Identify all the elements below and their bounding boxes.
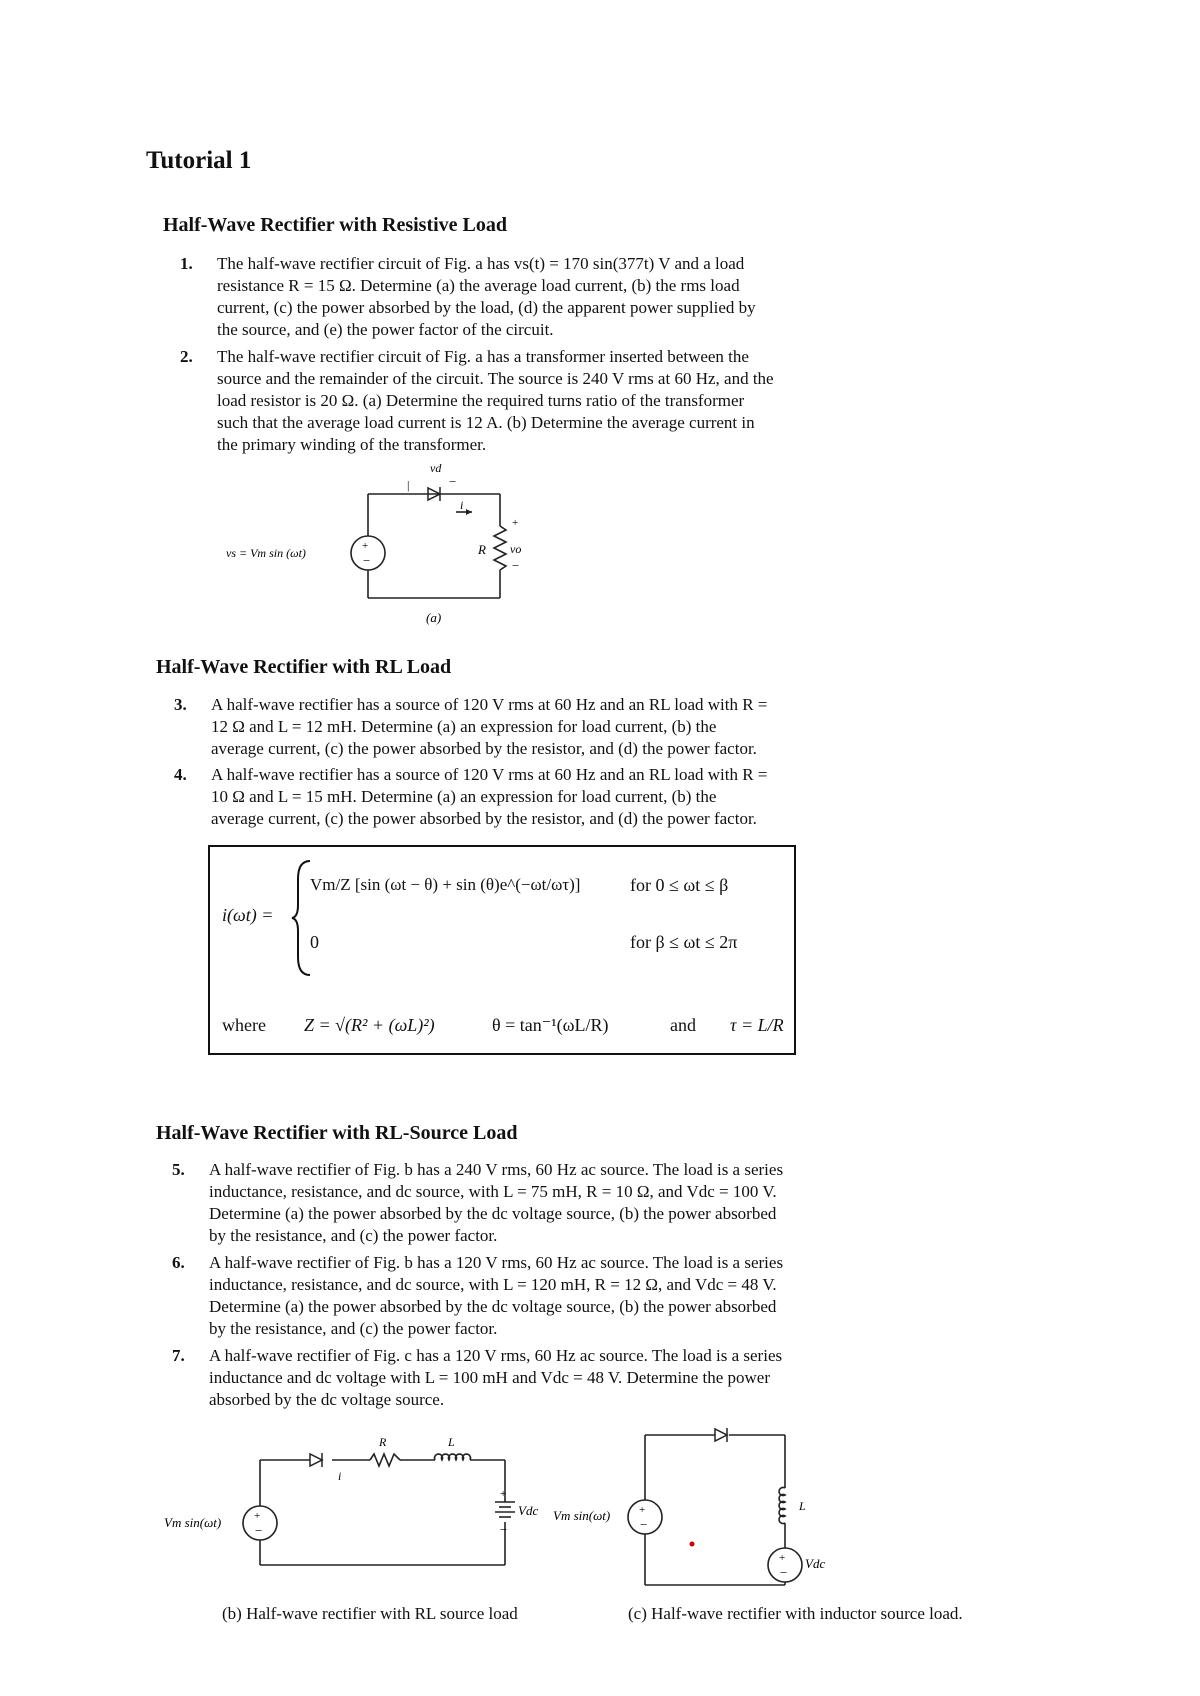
figure-b-caption: (b) Half-wave rectifier with RL source load	[222, 1604, 518, 1623]
problem-2	[180, 346, 780, 458]
problem-4	[174, 764, 774, 830]
problem-text: A half-wave rectifier of Fig. b has a 120 V rms, 60 Hz ac source. The load is a series inductance, resistance, and dc source, with L = 120 mH, R = 12 Ω, and Vdc = 48 V. Determine (a) the power absorbed by the dc voltage source, (b) the power absorbed by the resistance, and (c) the power factor.	[209, 1253, 784, 1338]
svg-text:+: +	[512, 517, 519, 529]
figure-a-caption: (a)	[426, 610, 442, 625]
formula-and: and	[670, 1015, 696, 1035]
source-label: Vm sin(ωt)	[164, 1515, 222, 1530]
i-label: i	[338, 1469, 342, 1483]
figure-a-circuit	[220, 458, 550, 628]
l-label: L	[448, 1435, 455, 1449]
current-label: i	[460, 498, 464, 512]
l-label: L	[799, 1499, 806, 1513]
formula-theta-definition: θ = tan⁻¹(ωL/R)	[492, 1015, 609, 1035]
problem-number: 7.	[172, 1346, 185, 1365]
resistor-label: R	[478, 542, 486, 557]
formula-where: where	[222, 1015, 266, 1035]
formula-case2-condition: for β ≤ ωt ≤ 2π	[630, 932, 738, 952]
problem-text: A half-wave rectifier has a source of 120 V rms at 60 Hz and an RL load with R = 12 Ω and L = 12 mH. Determine (a) an expression for load current, (b) the average current, (c) the power absorbed by the resistor, and (d) the power factor.	[211, 695, 768, 758]
svg-text:−: −	[255, 1523, 263, 1538]
source-label: Vm sin(ωt)	[553, 1508, 611, 1523]
source-label: vs = Vm sin (ωt)	[226, 546, 306, 560]
problem-6	[172, 1252, 782, 1340]
diode-icon	[715, 1428, 727, 1442]
problem-number: 6.	[172, 1253, 185, 1272]
figure-c-caption: (c) Half-wave rectifier with inductor source load.	[628, 1604, 963, 1623]
problem-text: The half-wave rectifier circuit of Fig. a has vs(t) = 170 sin(377t) V and a load resistance R = 15 Ω. Determine (a) the average load current, (b) the rms load current, (c) the power absorbed by the load, (d) the apparent power supplied by the source, and (e) the power factor of the circuit.	[217, 254, 756, 339]
problem-text: A half-wave rectifier has a source of 120 V rms at 60 Hz and an RL load with R = 10 Ω and L = 15 mH. Determine (a) an expression for load current, (b) the average current, (c) the power absorbed by the resistor, and (d) the power factor.	[211, 765, 768, 828]
vdc-label: Vdc	[805, 1556, 826, 1571]
section-heading-resistive: Half-Wave Rectifier with Resistive Load	[163, 214, 508, 236]
svg-text:+: +	[779, 1552, 786, 1564]
page-title: Tutorial 1	[146, 147, 252, 174]
svg-text:+: +	[254, 1510, 261, 1522]
formula-z-definition: Z = √(R² + (ωL)²)	[304, 1015, 435, 1035]
marker-dot	[690, 1542, 695, 1547]
formula-case1: Vm/Z [sin (ωt − θ) + sin (θ)e^(−ωt/ωτ)]	[310, 875, 581, 894]
svg-text:+: +	[639, 1504, 646, 1516]
vdc-label: Vdc	[518, 1503, 539, 1518]
section-heading-rl: Half-Wave Rectifier with RL Load	[156, 656, 452, 678]
svg-text:−: −	[363, 553, 371, 568]
problem-1	[180, 253, 780, 343]
svg-text:−: −	[500, 1522, 508, 1537]
diode-icon	[310, 1453, 322, 1467]
formula-case2: 0	[310, 932, 319, 952]
problem-text: The half-wave rectifier circuit of Fig. a has a transformer inserted between the source and the remainder of the circuit. The source is 240 V rms at 60 Hz, and the load resistor is 20 Ω. (a) Determine the required turns ratio of the transformer such that the average load current is 12 A. (b) Determine the average current in the primary winding of the transformer.	[217, 347, 774, 454]
problem-7	[172, 1345, 782, 1411]
diode-voltage-label: vd	[430, 461, 442, 475]
formula-box	[208, 845, 796, 1055]
problem-number: 4.	[174, 765, 187, 784]
problem-text: A half-wave rectifier of Fig. c has a 120 V rms, 60 Hz ac source. The load is a series inductance and dc voltage with L = 100 mH and Vdc = 48 V. Determine the power absorbed by the dc voltage source.	[209, 1346, 783, 1409]
svg-text:−: −	[449, 474, 457, 489]
svg-text:−: −	[640, 1517, 648, 1532]
problem-number: 2.	[180, 347, 193, 366]
problem-number: 3.	[174, 695, 187, 714]
formula-case1-condition: for 0 ≤ ωt ≤ β	[630, 875, 729, 895]
svg-text:−: −	[512, 558, 520, 573]
figure-c-circuit	[545, 1420, 845, 1595]
section-heading-rl-source: Half-Wave Rectifier with RL-Source Load	[156, 1122, 518, 1144]
formula-tau-definition: τ = L/R	[730, 1015, 784, 1035]
problem-3	[174, 694, 774, 760]
output-voltage-label: vo	[510, 542, 522, 556]
svg-text:+: +	[500, 1488, 507, 1500]
svg-text:+: +	[362, 540, 369, 552]
problem-number: 1.	[180, 254, 193, 273]
svg-text:−: −	[780, 1565, 788, 1580]
problem-5	[172, 1159, 782, 1247]
problem-text: A half-wave rectifier of Fig. b has a 240 V rms, 60 Hz ac source. The load is a series inductance, resistance, and dc source, with L = 75 mH, R = 10 Ω, and Vdc = 100 V. Determine (a) the power absorbed by the dc voltage source, (b) the power absorbed by the resistance, and (c) the power factor.	[209, 1160, 784, 1245]
problem-number: 5.	[172, 1160, 185, 1179]
svg-text:|: |	[407, 478, 410, 492]
r-label: R	[379, 1435, 387, 1449]
formula-lhs: i(ωt) =	[222, 905, 274, 925]
